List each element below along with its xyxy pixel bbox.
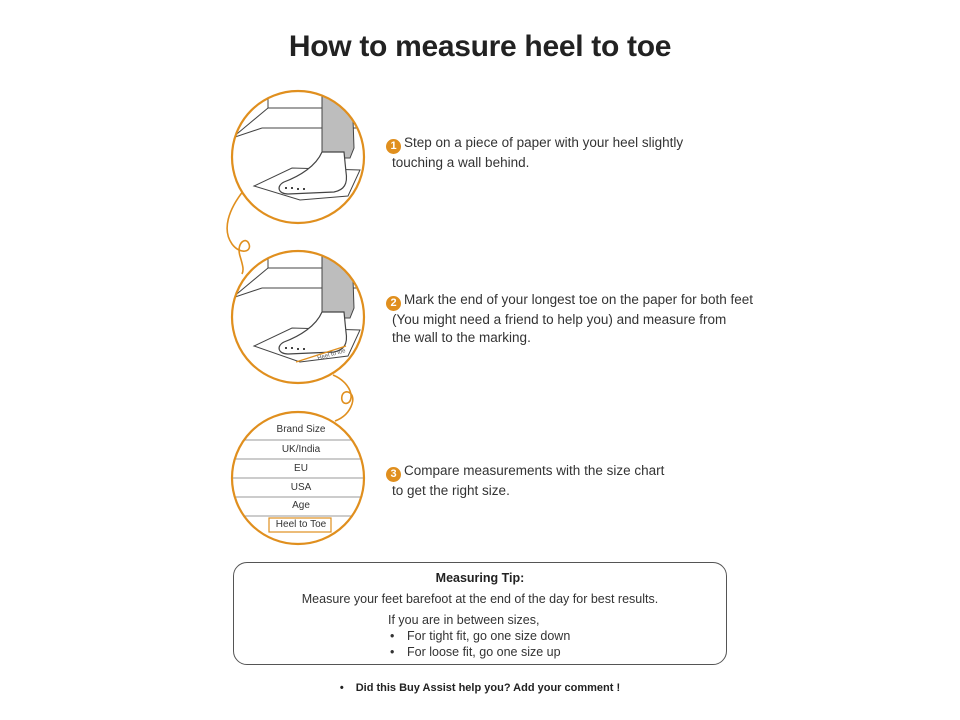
connector-curve-2 bbox=[333, 375, 353, 421]
size-chart-row: USA bbox=[290, 482, 312, 493]
step-3 bbox=[386, 462, 664, 500]
tip-bullets bbox=[388, 628, 570, 660]
tip-sub bbox=[388, 612, 570, 660]
tip-text: Measure your feet barefoot at the end of the day for best results. bbox=[301, 592, 659, 606]
feedback-prompt[interactable]: • Did this Buy Assist help you? Add your comment ! bbox=[339, 682, 621, 694]
connector-curve-1 bbox=[227, 190, 249, 274]
size-chart-row: Age bbox=[292, 500, 310, 511]
tip-sub-intro: If you are in between sizes, bbox=[388, 613, 540, 627]
paper-label: Heel to toe bbox=[316, 348, 347, 362]
step-1 bbox=[386, 134, 683, 172]
step-text: Step on a piece of paper with your heel slightly bbox=[404, 135, 684, 150]
step-text: Mark the end of your longest toe on the paper for both feet bbox=[404, 292, 753, 307]
step-text: the wall to the marking. bbox=[392, 330, 531, 345]
step-text: Compare measurements with the size chart bbox=[404, 463, 665, 478]
size-chart-row: UK/India bbox=[281, 444, 321, 455]
tip-title: Measuring Tip: bbox=[435, 571, 525, 585]
step-number-badge: 1 bbox=[386, 139, 401, 154]
step-number-badge: 2 bbox=[386, 296, 401, 311]
step-number-badge: 3 bbox=[386, 467, 401, 482]
step-text: to get the right size. bbox=[392, 483, 510, 498]
step2-illustration bbox=[228, 248, 368, 388]
step-text: touching a wall behind. bbox=[392, 155, 530, 170]
size-chart-row: Brand Size bbox=[276, 424, 326, 435]
size-chart-row-highlight: Heel to Toe bbox=[275, 519, 327, 530]
tip-bullet: • For loose fit, go one size up bbox=[390, 645, 561, 659]
measuring-tip-box bbox=[233, 562, 727, 665]
feedback-text[interactable]: Did this Buy Assist help you? Add your comment ! bbox=[355, 682, 621, 694]
size-chart-row: EU bbox=[294, 463, 308, 474]
page-title: How to measure heel to toe bbox=[288, 30, 672, 63]
step-text: (You might need a friend to help you) and measure from bbox=[392, 312, 727, 327]
tip-bullet: • For tight fit, go one size down bbox=[390, 629, 571, 643]
step-2 bbox=[386, 291, 753, 347]
step1-illustration bbox=[228, 88, 368, 228]
